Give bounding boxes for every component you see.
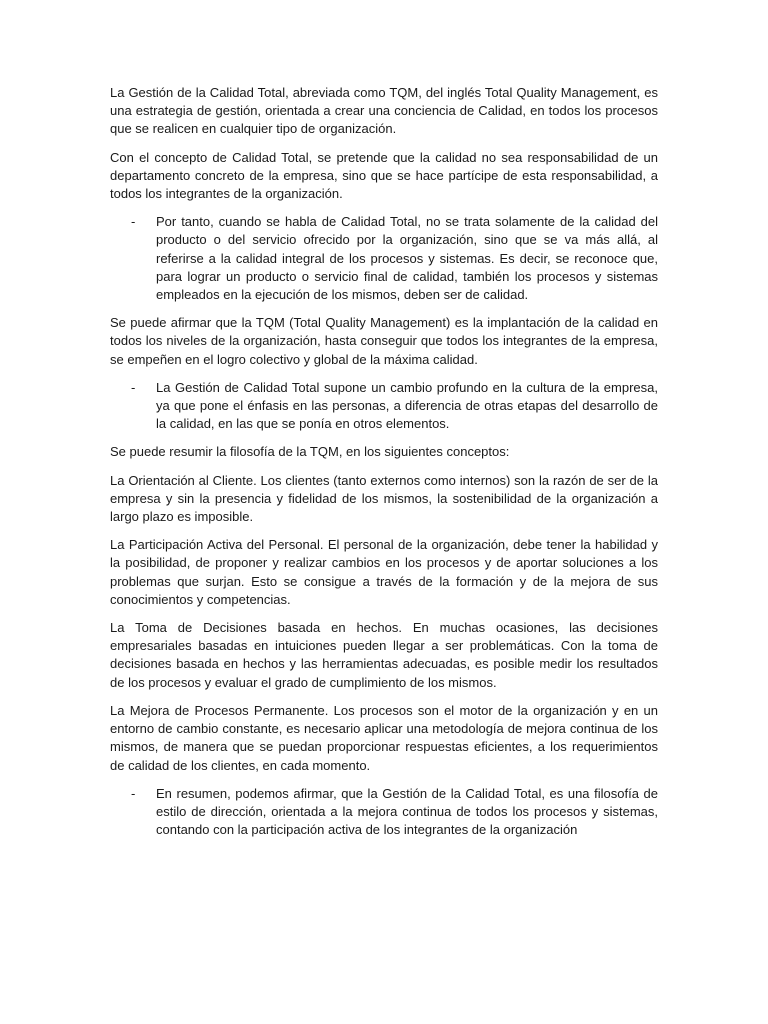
bullet-text: Por tanto, cuando se habla de Calidad Total, no se trata solamente de la calidad del producto o del servicio ofrecido por la organización, sino que se va más allá, al referirse a la calidad integral de los procesos y sistemas. Es decir, se reconoce que, para lograr un producto o servicio final de calidad, también los procesos y sistemas empleados en la ejecución de los mismos, deben ser de calidad. [156,214,658,303]
bullet-item [110,213,658,304]
paragraph-tqm: Se puede afirmar que la TQM (Total Quality Management) es la implantación de la calidad en todos los niveles de la organización, hasta conseguir que todos los integrantes de la empresa, se empeñen en el logro colectivo y global de la máxima calidad. [110,315,658,367]
bullet-text: En resumen, podemos afirmar, que la Gestión de la Calidad Total, es una filosofía de estilo de dirección, orientada a la mejora continua de todos los procesos y sistemas, contando con la participación activa de los integrantes de la organización [156,785,658,838]
bullet-dash: - [131,379,136,395]
paragraph-decisions: La Toma de Decisiones basada en hechos. En muchas ocasiones, las decisiones empresariales basadas en intuiciones pueden llegar a ser problemáticas. Con la toma de decisiones basada en hechos y las herramientas adecuadas, es posible medir los resultados de los procesos y evaluar el grado de cumplimiento de los mismos. [110,620,658,690]
paragraph-personnel: La Participación Activa del Personal. El personal de la organización, debe tener la habilidad y la posibilidad, de proponer y realizar cambios en los procesos y de aportar soluciones a los problemas que surjan. Esto se consigue a través de la formación y de la mejora de sus conocimientos y competencias. [110,537,658,607]
bullet-item [110,785,658,840]
paragraph-concept: Con el concepto de Calidad Total, se pretende que la calidad no sea responsabilidad de un departamento concreto de la empresa, sino que se hace partícipe de esta responsabilidad, a todos los integrantes de la organización. [110,149,658,202]
bullet-dash: - [131,214,136,230]
bullet-text: La Gestión de Calidad Total supone un cambio profundo en la cultura de la empresa, ya que pone el énfasis en las personas, a diferencia de otras etapas del desarrollo de la calidad, en las que se ponía en otros elementos. [156,379,658,432]
bullet-item [110,379,658,434]
paragraph-summary: Se puede resumir la filosofía de la TQM, en los siguientes conceptos: [110,444,510,460]
paragraph-client: La Orientación al Cliente. Los clientes (tanto externos como internos) son la razón de ser de la empresa y sin la presencia y fidelidad de los mismos, la sostenibilidad de la organización a largo plazo es imposible. [110,472,658,525]
paragraph-improvement: La Mejora de Procesos Permanente. Los procesos son el motor de la organización y en un entorno de cambio constante, es necesario aplicar una metodología de mejora continua de los mismos, de manera que se puedan proporcionar respuestas eficientes, a los requerimientos de calidad de los clientes, en cada momento. [110,702,658,773]
document-body [110,84,658,839]
paragraph-intro: La Gestión de la Calidad Total, abreviada como TQM, del inglés Total Quality Management, es una estrategia de gestión, orientada a crear una conciencia de Calidad, en todos los procesos que se realicen en cualquier tipo de organización. [110,85,658,137]
bullet-dash: - [131,785,136,801]
